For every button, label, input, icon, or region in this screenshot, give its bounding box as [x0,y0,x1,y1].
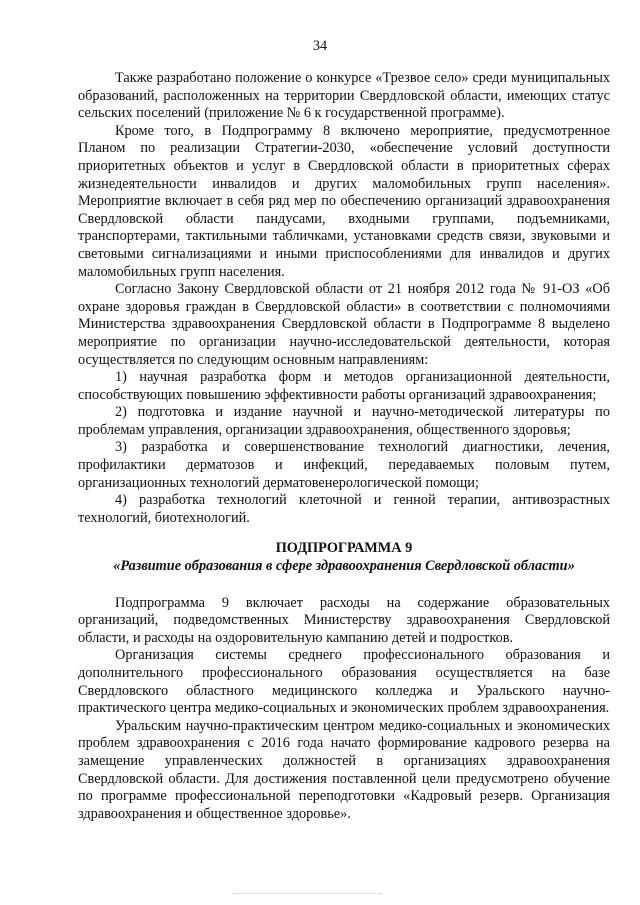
paragraph-sober-village-contest: Также разработано положение о конкурсе «Трезвое село» среди муниципальных образований, расположенных на территории Свердловской области, имеющих статус сельских поселений (приложение № 6 к государственной программе). [78,70,610,122]
section-subtitle: «Развитие образования в сфере здравоохранения Свердловской области» [113,558,575,575]
list-item-research-2: 2) подготовка и издание научной и научно-методической литературы по проблемам управления, организации здравоохранения, общественного здоровья; [78,404,610,438]
list-item-research-4: 4) разработка технологий клеточной и генной терапии, антивозрастных технологий, биотехнологий. [78,492,610,526]
paragraph-subprogram-expenses: Подпрограмма 9 включает расходы на содержание образовательных организаций, подведомственных Министерству здравоохранения Свердловской области, и расходы на оздоровительную кампанию детей и подростков. [78,594,610,646]
section-title: ПОДПРОГРАММА 9 [275,540,413,557]
paragraph-education-system: Организация системы среднего профессионального образования и дополнительного профессионального образования осуществляется на базе Свердловского областного медицинского колледжа и Уральского научно-практического центра медико-социальных и экономических проблем здравоохранения. [78,647,610,717]
paragraph-research-activity: Согласно Закону Свердловской области от 21 ноября 2012 года № 91-ОЗ «Об охране здоровья граждан в Свердловской области» в соответствии с полномочиями Министерства здравоохранения Свердловской области в Подпрограмме 8 выделено мероприятие по организации научно-исследовательской деятельности, которая осуществляется по следующим основным направлениям: [78,281,610,368]
list-item-research-3: 3) разработка и совершенствование технологий диагностики, лечения, профилактики дерматозов и инфекций, передаваемых половым путем, организационных технологий дерматовенерологической помощи; [78,439,610,491]
scan-artifact [232,893,382,897]
page-number: 34 [312,38,328,54]
paragraph-accessibility-measure: Кроме того, в Подпрограмму 8 включено мероприятие, предусмотренное Планом по реализации Стратегии-2030, «обеспечение условий доступности приоритетных объектов и услуг в Свердловской области в приоритетных сферах жизнедеятельности инвалидов и других маломобильных групп населения». Мероприятие включает в себя ряд мер по обеспечению организаций здравоохранения Свердловской области пандусами, входными группами, подъемниками, транспортерами, тактильными табличками, установками средств связи, звуковыми и световыми сигнализациями и иными приспособлениями для инвалидов и других маломобильных групп населения. [78,122,610,280]
paragraph-personnel-reserve: Уральским научно-практическим центром медико-социальных и экономических проблем здравоохранения с 2016 года начато формирование кадрового резерва на замещение управленческих должностей в организациях здравоохранения Свердловской области. Для достижения поставленной цели предусмотрено обучение по программе профессиональной переподготовки «Кадровый резерв. Организация здравоохранения и общественное здоровье». [78,717,610,822]
list-item-research-1: 1) научная разработка форм и методов организационной деятельности, способствующих повышению эффективности работы организаций здравоохранения; [78,369,610,403]
document-body [78,70,610,823]
